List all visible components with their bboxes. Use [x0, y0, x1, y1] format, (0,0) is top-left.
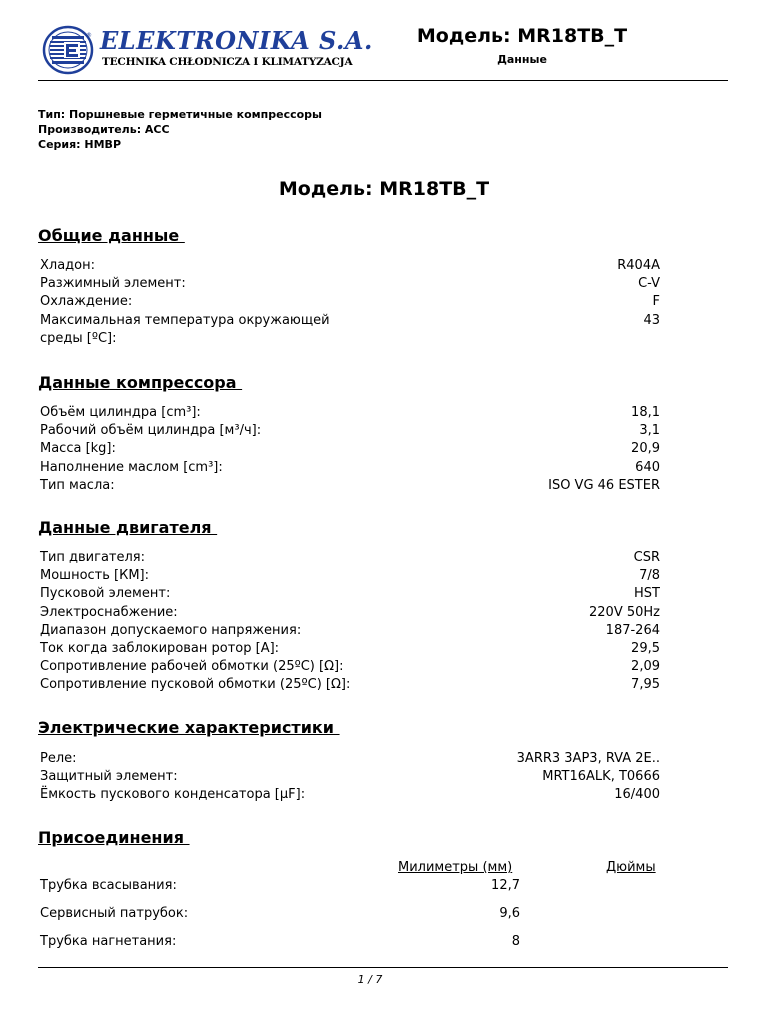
- logo-tagline: TECHNIKA CHŁODNICZA I KLIMATYZACJA: [102, 56, 353, 68]
- svg-text:®: ®: [86, 32, 92, 39]
- row-label: Тип двигателя:: [40, 550, 145, 565]
- row-label: Реле:: [40, 751, 77, 766]
- general-data-list: [40, 257, 660, 348]
- data-row: [40, 622, 660, 640]
- data-row: [40, 676, 660, 694]
- document-title: Модель: MR18TB_T: [278, 178, 490, 200]
- row-value: 3,1: [639, 423, 660, 439]
- data-row: [40, 422, 660, 440]
- data-row: [40, 750, 660, 768]
- meta-manufacturer: Производитель: ACC: [38, 123, 170, 136]
- row-label: Защитный элемент:: [40, 769, 178, 785]
- data-row: [40, 257, 660, 275]
- connection-label: Сервисный патрубок:: [40, 906, 189, 921]
- data-row: [40, 275, 660, 293]
- data-row: [40, 477, 660, 495]
- row-value: 3ARR3 3AP3, RVA 2E..: [516, 751, 660, 766]
- product-meta: [38, 107, 322, 152]
- row-label: Сопротивление рабочей обмотки (25ºC) [Ω]:: [40, 659, 344, 675]
- data-row: [40, 567, 660, 585]
- row-value: 7,95: [631, 677, 660, 693]
- logo-emblem-icon: [42, 25, 96, 75]
- row-label: Рабочий объём цилиндра [м³/ч]:: [40, 423, 262, 439]
- page-number: 1 / 7: [357, 973, 383, 986]
- row-label: Хладон:: [40, 258, 96, 273]
- row-value: 16/400: [614, 787, 660, 803]
- header-model-title: Модель: MR18TB_T: [416, 25, 628, 47]
- data-row: [40, 440, 660, 458]
- header-subtitle: Данные: [497, 53, 547, 66]
- row-value: 640: [635, 459, 660, 475]
- connection-label: Трубка всасывания:: [40, 878, 177, 893]
- row-value: CSR: [633, 550, 660, 565]
- row-label: Наполнение маслом [cm³]:: [40, 459, 223, 475]
- section-title-compressor: Данные компрессора: [38, 373, 243, 392]
- meta-series: Серия: HMBP: [38, 138, 122, 151]
- row-value: MRT16ALK, T0666: [542, 769, 660, 785]
- row-value: 43: [643, 312, 660, 328]
- section-title-electrical: Электрические характеристики: [38, 718, 340, 737]
- row-value: 2,09: [631, 659, 660, 675]
- meta-type: Тип: Поршневые герметичные компрессоры: [38, 108, 322, 121]
- row-value: 20,9: [631, 441, 660, 457]
- row-label: Тип масла:: [40, 477, 115, 493]
- row-label: Охлаждение:: [40, 294, 133, 310]
- row-value: 29,5: [631, 641, 660, 657]
- section-title-general: Общие данные: [38, 226, 185, 245]
- row-label: Мошность [КМ]:: [40, 568, 150, 584]
- compressor-data-list: [40, 404, 660, 495]
- row-label: Масса [kg]:: [40, 441, 116, 457]
- data-row: [40, 549, 660, 567]
- data-row: [40, 786, 660, 804]
- column-header-inches: Дюймы: [606, 860, 656, 875]
- row-label: Сопротивление пусковой обмотки (25ºC) [Ω]:: [40, 677, 351, 693]
- row-value: C-V: [638, 276, 660, 292]
- row-value: 18,1: [631, 405, 660, 420]
- row-value: R404A: [617, 258, 660, 273]
- electrical-data-list: [40, 750, 660, 805]
- row-label: Ёмкость пускового конденсатора [μF]:: [40, 787, 306, 803]
- motor-data-list: [40, 549, 660, 695]
- column-header-mm: Милиметры (мм): [398, 860, 513, 875]
- row-label: Диапазон допускаемого напряжения:: [40, 622, 302, 638]
- data-row: [40, 585, 660, 603]
- company-logo: [42, 25, 373, 75]
- data-row: [40, 658, 660, 676]
- row-label: Объём цилиндра [cm³]:: [40, 405, 201, 420]
- row-label: Разжимный элемент:: [40, 276, 186, 292]
- connection-mm-value: 8: [511, 934, 520, 949]
- row-value: 7/8: [639, 568, 660, 584]
- connection-mm-value: 12,7: [491, 878, 520, 893]
- data-row: [40, 768, 660, 786]
- header-divider: [38, 80, 728, 81]
- row-value: 220V 50Hz: [589, 604, 660, 620]
- data-row: [40, 604, 660, 622]
- data-row: [40, 459, 660, 477]
- row-label: Пусковой элемент:: [40, 586, 171, 602]
- data-row: [40, 312, 660, 348]
- row-value: F: [652, 294, 660, 310]
- data-row: [40, 640, 660, 658]
- connection-mm-value: 9,6: [499, 906, 520, 921]
- row-value: 187-264: [605, 622, 660, 638]
- logo-company-name: ELEKTRONIKA S.A.: [100, 26, 373, 55]
- data-row: [40, 293, 660, 311]
- row-label: Максимальная температура окружающей среды [ºC]:: [40, 312, 330, 346]
- section-title-connections: Присоединения: [38, 828, 190, 847]
- data-row: [40, 404, 660, 422]
- footer-divider: [38, 967, 728, 968]
- row-label: Электроснабжение:: [40, 604, 178, 620]
- connection-label: Трубка нагнетания:: [40, 934, 177, 949]
- row-label: Ток когда заблокирован ротор [A]:: [40, 641, 280, 657]
- section-title-motor: Данные двигателя: [38, 518, 218, 537]
- row-value: HST: [634, 586, 660, 602]
- row-value: ISO VG 46 ESTER: [548, 477, 660, 493]
